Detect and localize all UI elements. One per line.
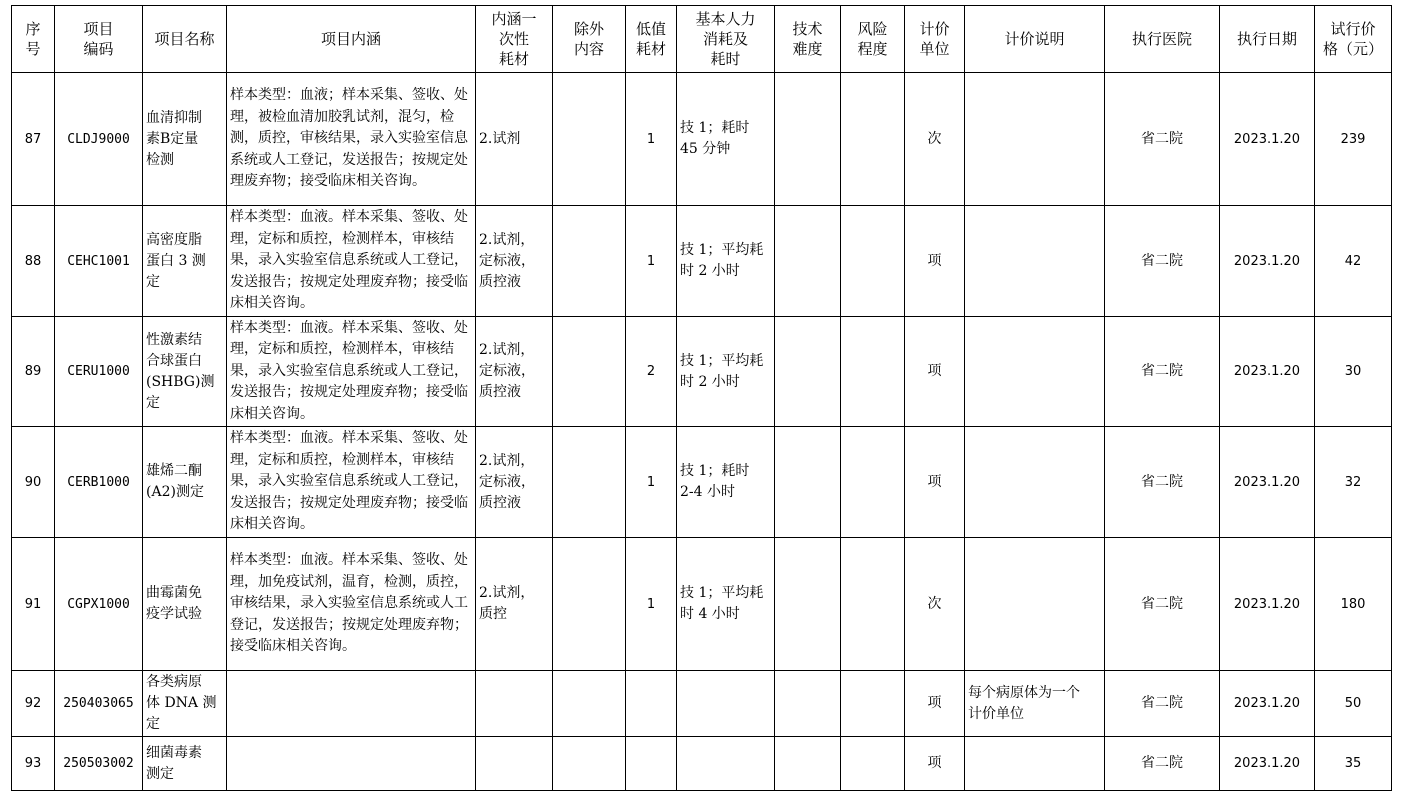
cell-seq: 88 xyxy=(12,206,55,317)
cell-pricing-note xyxy=(965,737,1105,791)
table-row xyxy=(12,206,1392,317)
header-hospital xyxy=(1105,6,1220,73)
table-row xyxy=(12,538,1392,671)
cell-pricing-note xyxy=(965,206,1105,317)
header-label-consumable: 内涵一 次性 耗材 xyxy=(491,10,537,68)
cell-hospital: 省二院 xyxy=(1105,737,1220,791)
header-content xyxy=(227,6,476,73)
header-label-hospital: 执行医院 xyxy=(1131,30,1192,48)
header-label-difficulty: 技术 难度 xyxy=(792,20,823,58)
cell-hospital: 省二院 xyxy=(1105,73,1220,206)
cell-labor xyxy=(677,737,775,791)
header-labor xyxy=(677,6,775,73)
table-row xyxy=(12,737,1392,791)
header-code xyxy=(55,6,143,73)
cell-labor xyxy=(677,671,775,737)
cell-unit: 次 xyxy=(905,73,965,206)
header-label-excluded: 除外 内容 xyxy=(573,20,604,58)
header-label-pricing-note: 计价说明 xyxy=(1004,30,1065,48)
cell-consumable: 2.试剂， 定标液， 质控液 xyxy=(476,317,553,427)
cell-code: 250403065 xyxy=(55,671,143,737)
cell-unit: 项 xyxy=(905,206,965,317)
cell-seq: 87 xyxy=(12,73,55,206)
cell-consumable: 2.试剂 xyxy=(476,73,553,206)
table-row xyxy=(12,427,1392,538)
cell-price: 239 xyxy=(1315,73,1392,206)
cell-price: 180 xyxy=(1315,538,1392,671)
header-label-unit: 计价 单位 xyxy=(919,20,950,58)
header-price xyxy=(1315,6,1392,73)
header-excluded xyxy=(553,6,626,73)
table-row xyxy=(12,73,1392,206)
cell-unit: 项 xyxy=(905,317,965,427)
header-label-date: 执行日期 xyxy=(1236,30,1297,48)
cell-code: 250503002 xyxy=(55,737,143,791)
cell-labor: 技 1；耗时 2-4 小时 xyxy=(677,427,775,538)
cell-price: 30 xyxy=(1315,317,1392,427)
header-risk xyxy=(841,6,905,73)
cell-low-value: 1 xyxy=(626,538,677,671)
cell-low-value: 1 xyxy=(626,206,677,317)
cell-seq: 92 xyxy=(12,671,55,737)
cell-price: 32 xyxy=(1315,427,1392,538)
header-low-value xyxy=(626,6,677,73)
cell-pricing-note xyxy=(965,73,1105,206)
cell-labor: 技 1；平均耗 时 2 小时 xyxy=(677,317,775,427)
cell-excluded xyxy=(553,73,626,206)
cell-excluded xyxy=(553,737,626,791)
cell-difficulty xyxy=(775,73,841,206)
cell-risk xyxy=(841,538,905,671)
cell-low-value: 1 xyxy=(626,427,677,538)
cell-unit: 项 xyxy=(905,671,965,737)
cell-unit: 项 xyxy=(905,737,965,791)
cell-hospital: 省二院 xyxy=(1105,317,1220,427)
cell-content xyxy=(227,737,476,791)
table-body xyxy=(12,73,1392,791)
cell-name: 高密度脂 蛋白 3 测 定 xyxy=(143,206,227,317)
header-name xyxy=(143,6,227,73)
cell-name: 曲霉菌免 疫学试验 xyxy=(143,538,227,671)
cell-low-value: 2 xyxy=(626,317,677,427)
cell-difficulty xyxy=(775,671,841,737)
cell-seq: 91 xyxy=(12,538,55,671)
cell-code: CERU1000 xyxy=(55,317,143,427)
cell-pricing-note xyxy=(965,427,1105,538)
cell-price: 42 xyxy=(1315,206,1392,317)
cell-consumable: 2.试剂， 定标液， 质控液 xyxy=(476,427,553,538)
header-label-low-value: 低值 耗材 xyxy=(635,20,666,58)
cell-hospital: 省二院 xyxy=(1105,427,1220,538)
cell-hospital: 省二院 xyxy=(1105,206,1220,317)
cell-seq: 89 xyxy=(12,317,55,427)
cell-pricing-note: 每个病原体为一个 计价单位 xyxy=(965,671,1105,737)
cell-difficulty xyxy=(775,206,841,317)
cell-date: 2023.1.20 xyxy=(1220,538,1315,671)
cell-consumable xyxy=(476,671,553,737)
header-row xyxy=(12,6,1392,73)
cell-code: CERB1000 xyxy=(55,427,143,538)
header-label-content: 项目内涵 xyxy=(320,30,381,48)
cell-difficulty xyxy=(775,538,841,671)
cell-risk xyxy=(841,206,905,317)
cell-name: 细菌毒素 测定 xyxy=(143,737,227,791)
header-label-risk: 风险 程度 xyxy=(857,20,888,58)
cell-date: 2023.1.20 xyxy=(1220,737,1315,791)
header-date xyxy=(1220,6,1315,73)
cell-excluded xyxy=(553,538,626,671)
cell-difficulty xyxy=(775,317,841,427)
cell-content: 样本类型：血液；样本采集、签收、处理，被检血清加胶乳试剂，混匀，检测，质控，审核结果，录入实验室信息系统或人工登记，发送报告；按规定处理废弃物；接受临床相关咨询。 xyxy=(227,73,476,206)
cell-pricing-note xyxy=(965,317,1105,427)
cell-code: CEHC1001 xyxy=(55,206,143,317)
cell-low-value: 1 xyxy=(626,73,677,206)
cell-hospital: 省二院 xyxy=(1105,538,1220,671)
cell-risk xyxy=(841,671,905,737)
cell-price: 35 xyxy=(1315,737,1392,791)
header-difficulty xyxy=(775,6,841,73)
cell-content: 样本类型：血液。样本采集、签收、处理，定标和质控，检测样本，审核结果，录入实验室信息系统或人工登记，发送报告；按规定处理废弃物；接受临床相关咨询。 xyxy=(227,206,476,317)
cell-content: 样本类型：血液。样本采集、签收、处理，定标和质控，检测样本，审核结果，录入实验室信息系统或人工登记，发送报告；按规定处理废弃物；接受临床相关咨询。 xyxy=(227,317,476,427)
header-seq xyxy=(12,6,55,73)
pricing-table xyxy=(11,5,1392,791)
cell-code: CGPX1000 xyxy=(55,538,143,671)
cell-consumable xyxy=(476,737,553,791)
cell-name: 性激素结 合球蛋白 (SHBG)测 定 xyxy=(143,317,227,427)
cell-low-value xyxy=(626,737,677,791)
table-row xyxy=(12,317,1392,427)
cell-consumable: 2.试剂， 定标液， 质控液 xyxy=(476,206,553,317)
cell-difficulty xyxy=(775,427,841,538)
cell-seq: 93 xyxy=(12,737,55,791)
header-label-name: 项目名称 xyxy=(154,30,215,48)
cell-date: 2023.1.20 xyxy=(1220,671,1315,737)
cell-excluded xyxy=(553,427,626,538)
cell-price: 50 xyxy=(1315,671,1392,737)
cell-excluded xyxy=(553,317,626,427)
cell-date: 2023.1.20 xyxy=(1220,317,1315,427)
cell-excluded xyxy=(553,671,626,737)
header-label-labor: 基本人力 消耗及 耗时 xyxy=(695,10,756,68)
cell-pricing-note xyxy=(965,538,1105,671)
header-unit xyxy=(905,6,965,73)
header-label-seq: 序 号 xyxy=(25,20,41,58)
header-label-code: 项目 编码 xyxy=(83,20,114,58)
cell-content: 样本类型：血液。样本采集、签收、处理，定标和质控，检测样本，审核结果，录入实验室信息系统或人工登记，发送报告；按规定处理废弃物；接受临床相关咨询。 xyxy=(227,427,476,538)
cell-name: 雄烯二酮 (A2)测定 xyxy=(143,427,227,538)
cell-risk xyxy=(841,317,905,427)
cell-name: 各类病原 体 DNA 测 定 xyxy=(143,671,227,737)
cell-code: CLDJ9000 xyxy=(55,73,143,206)
cell-risk xyxy=(841,73,905,206)
table-row xyxy=(12,671,1392,737)
cell-consumable: 2.试剂， 质控 xyxy=(476,538,553,671)
cell-name: 血清抑制 素B定量 检测 xyxy=(143,73,227,206)
cell-difficulty xyxy=(775,737,841,791)
cell-content xyxy=(227,671,476,737)
header-pricing-note xyxy=(965,6,1105,73)
cell-excluded xyxy=(553,206,626,317)
cell-content: 样本类型：血液。样本采集、签收、处理，加免疫试剂，温育，检测，质控，审核结果，录入实验室信息系统或人工登记，发送报告；按规定处理废弃物；接受临床相关咨询。 xyxy=(227,538,476,671)
cell-hospital: 省二院 xyxy=(1105,671,1220,737)
cell-labor: 技 1；平均耗 时 2 小时 xyxy=(677,206,775,317)
cell-date: 2023.1.20 xyxy=(1220,73,1315,206)
cell-risk xyxy=(841,427,905,538)
header-consumable xyxy=(476,6,553,73)
header-label-price: 试行价 格（元） xyxy=(1322,20,1383,58)
cell-low-value xyxy=(626,671,677,737)
cell-date: 2023.1.20 xyxy=(1220,206,1315,317)
cell-unit: 项 xyxy=(905,427,965,538)
cell-unit: 次 xyxy=(905,538,965,671)
cell-labor: 技 1；耗时 45 分钟 xyxy=(677,73,775,206)
cell-labor: 技 1；平均耗 时 4 小时 xyxy=(677,538,775,671)
cell-date: 2023.1.20 xyxy=(1220,427,1315,538)
cell-seq: 90 xyxy=(12,427,55,538)
cell-risk xyxy=(841,737,905,791)
